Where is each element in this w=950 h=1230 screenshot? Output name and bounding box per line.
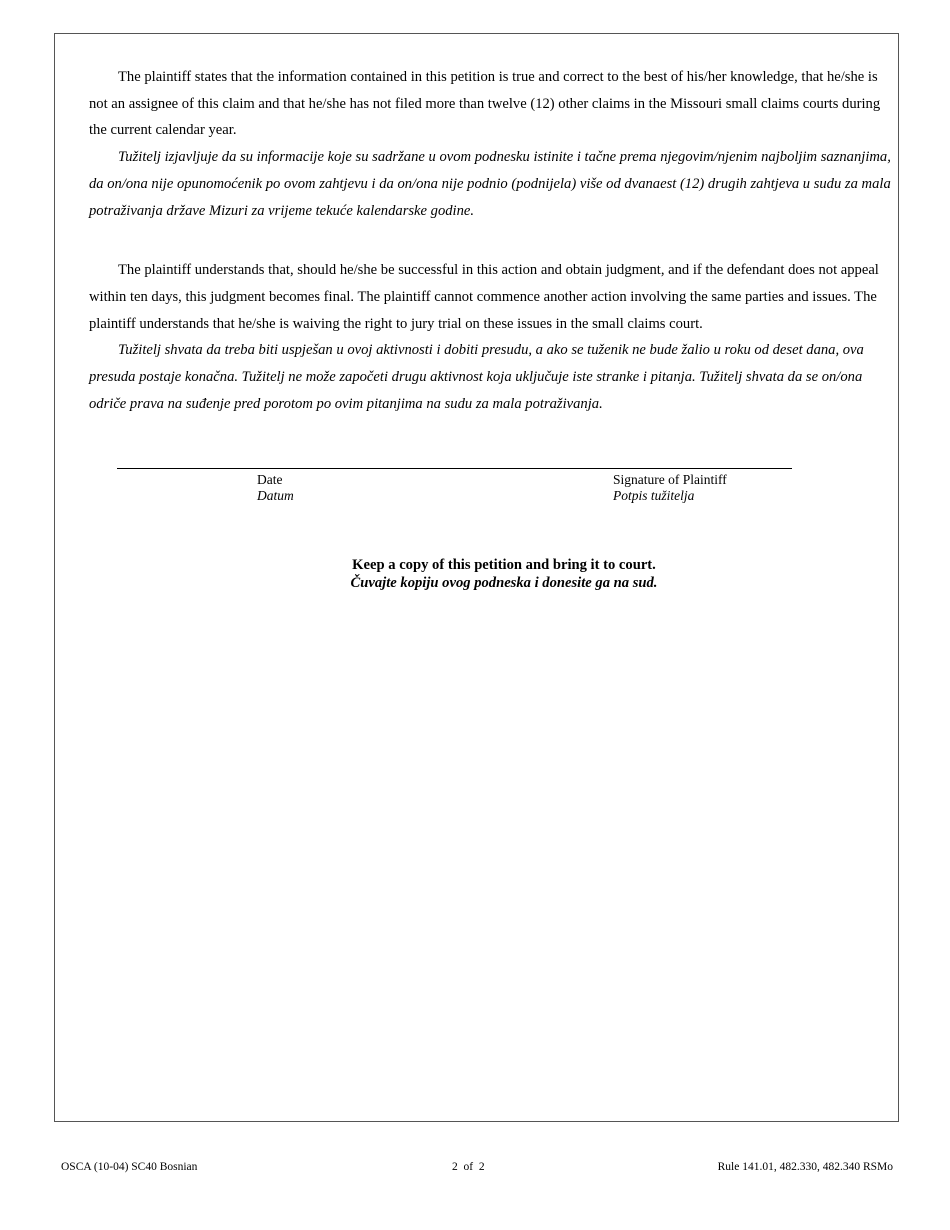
footer-page-number: 2 of 2: [452, 1161, 485, 1173]
footer-rule-reference: Rule 141.01, 482.330, 482.340 RSMo: [717, 1161, 893, 1173]
statement-2-english: The plaintiff understands that, should he/she be successful in this action and obtain judgment, and if the defendant does not appeal within ten days, this judgment becomes final. The plaintiff cannot commence another action involving the same parties and issues. The plaintiff understands that he/she is waiving the right to jury trial on these issues in the small claims court.: [89, 262, 879, 332]
statement-1-english: The plaintiff states that the information contained in this petition is true and correct to the best of his/her knowledge, that he/she is not an assignee of this claim and that he/she has not filed more than twelve (12) other claims in the Missouri small claims courts during the current calendar year.: [89, 69, 881, 139]
signature-label-block: [613, 472, 727, 504]
signature-label: Signature of Plaintiff: [613, 472, 727, 487]
document-body: [89, 64, 891, 417]
date-label-bosnian: Datum: [257, 488, 294, 503]
paragraph-spacer: [89, 224, 891, 257]
signature-line[interactable]: [117, 468, 792, 469]
signature-label-bosnian: Potpis tužitelja: [613, 488, 695, 503]
footer-form-id: OSCA (10-04) SC40 Bosnian: [61, 1161, 198, 1173]
notice-english: Keep a copy of this petition and bring it to court.: [352, 557, 656, 573]
statement-1-bosnian: Tužitelj izjavljuje da su informacije koje su sadržane u ovom podnesku istinite i tačne prema njegovim/njenim najboljim saznanjima, da on/ona nije opunomoćenik po ovom zahtjevu i da on/ona nije podnio (podnijela) više od dvanaest (12) drugih zahtjeva u sudu za mala potraživanja države Mizuri za vrijeme tekuće kalendarske godine.: [89, 149, 891, 219]
date-label: Date: [257, 472, 283, 487]
statement-2-bosnian: Tužitelj shvata da treba biti uspješan u ovoj aktivnosti i dobiti presudu, a ako se tuženik ne bude žalio u roku od deset dana, ova presuda postaje konačna. Tužitelj ne može započeti drugu aktivnost koja uključuje iste stranke i pitanja. Tužitelj shvata da se on/ona odriče prava na suđenje pred porotom po ovim pitanjima na sudu za mala potraživanja.: [89, 342, 864, 412]
court-copy-notice: [54, 556, 950, 592]
date-label-block: [257, 472, 294, 504]
notice-bosnian: Čuvajte kopiju ovog podneska i donesite ga na sud.: [350, 575, 658, 591]
